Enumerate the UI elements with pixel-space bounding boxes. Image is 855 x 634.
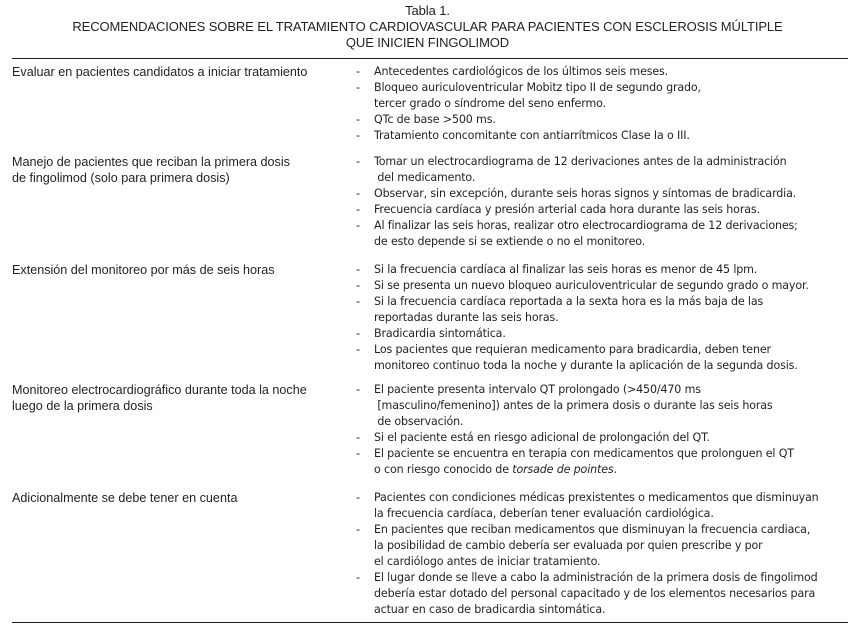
- item-line: reportadas durante las seis horas.: [374, 311, 559, 324]
- bullet-dash: -: [356, 491, 360, 504]
- list-item: [354, 80, 849, 112]
- table-bottom-rule: [12, 622, 848, 623]
- item-line: Tomar un electrocardiograma de 12 derivaciones antes de la administración: [374, 155, 787, 168]
- list-item: [354, 202, 849, 218]
- item-line: QTc de base >500 ms.: [374, 113, 496, 126]
- row-label: [12, 154, 342, 186]
- recommendation-list: [354, 64, 849, 144]
- row-label-line: Manejo de pacientes que reciban la primera dosis: [12, 155, 290, 169]
- list-item: [354, 186, 849, 202]
- list-item: [354, 490, 849, 522]
- item-line: Los pacientes que requieran medicamento para bradicardia, deben tener: [374, 343, 771, 356]
- bullet-dash: -: [356, 279, 360, 292]
- list-item: [354, 128, 849, 144]
- bullet-dash: -: [356, 295, 360, 308]
- bullet-dash: -: [356, 343, 360, 356]
- list-item: [354, 154, 849, 186]
- item-line: Pacientes con condiciones médicas prexistentes o medicamentos que disminuyan: [374, 491, 819, 504]
- bullet-dash: -: [356, 65, 360, 78]
- item-line-text: o con riesgo conocido de: [374, 463, 513, 476]
- bullet-dash: -: [356, 431, 360, 444]
- list-item: [354, 262, 849, 278]
- list-item: [354, 326, 849, 342]
- table-caption: [0, 3, 855, 51]
- recommendation-list: [354, 154, 849, 250]
- table-title-line-1: RECOMENDACIONES SOBRE EL TRATAMIENTO CARDIOVASCULAR PARA PACIENTES CON ESCLEROSIS MÚLTIPLE: [72, 19, 783, 34]
- list-item: [354, 522, 849, 570]
- list-item: [354, 342, 849, 374]
- bullet-dash: -: [356, 327, 360, 340]
- item-line: Tratamiento concomitante con antiarrítmicos Clase Ia o III.: [374, 129, 690, 142]
- item-line: Bloqueo auriculoventricular Mobitz tipo II de segundo grado,: [374, 81, 701, 94]
- bullet-dash: -: [356, 81, 360, 94]
- item-line: de observación.: [374, 415, 464, 428]
- row-label-line: Adicionalmente se debe tener en cuenta: [12, 491, 238, 505]
- item-line: Frecuencia cardíaca y presión arterial cada hora durante las seis horas.: [374, 203, 760, 216]
- item-line: El lugar donde se lleve a cabo la administración de la primera dosis de fingolimod: [374, 571, 818, 584]
- list-item: [354, 218, 849, 250]
- recommendation-list: [354, 262, 849, 374]
- row-label: [12, 490, 342, 506]
- bullet-dash: -: [356, 155, 360, 168]
- row-label: [12, 382, 342, 414]
- item-line: de esto depende si se extiende o no el monitoreo.: [374, 235, 646, 248]
- item-line: Si se presenta un nuevo bloqueo auriculoventricular de segundo grado o mayor.: [374, 279, 809, 292]
- bullet-dash: -: [356, 523, 360, 536]
- item-line: Observar, sin excepción, durante seis horas signos y síntomas de bradicardia.: [374, 187, 797, 200]
- item-line: El paciente se encuentra en terapia con medicamentos que prolonguen el QT: [374, 447, 794, 460]
- bullet-dash: -: [356, 263, 360, 276]
- list-item: [354, 294, 849, 326]
- recommendation-list: [354, 490, 849, 618]
- item-line: Al finalizar las seis horas, realizar otro electrocardiograma de 12 derivaciones;: [374, 219, 798, 232]
- row-label-line: Evaluar en pacientes candidatos a iniciar tratamiento: [12, 65, 308, 79]
- list-item: [354, 446, 849, 478]
- item-line: tercer grado o síndrome del seno enfermo.: [374, 97, 606, 110]
- row-label-line: Extensión del monitoreo por más de seis horas: [12, 263, 275, 277]
- row-label: [12, 262, 342, 278]
- table-number: Tabla 1.: [405, 3, 450, 18]
- bullet-dash: -: [356, 383, 360, 396]
- row-label-line: de fingolimod (solo para primera dosis): [12, 171, 230, 185]
- row-label-line: luego de la primera dosis: [12, 399, 153, 413]
- item-line: El paciente presenta intervalo QT prolongado (>450/470 ms: [374, 383, 701, 396]
- list-item: [354, 430, 849, 446]
- row-label-line: Monitoreo electrocardiográfico durante toda la noche: [12, 383, 307, 397]
- bullet-dash: -: [356, 187, 360, 200]
- bullet-dash: -: [356, 203, 360, 216]
- item-line: Si el paciente está en riesgo adicional de prolongación del QT.: [374, 431, 710, 444]
- item-line: [masculino/femenino]) antes de la primera dosis o durante las seis horas: [374, 399, 773, 412]
- list-item: [354, 278, 849, 294]
- item-line: del medicamento.: [374, 171, 476, 184]
- item-line: la posibilidad de cambio debería ser evaluada por quien prescribe y por: [374, 539, 763, 552]
- bullet-dash: -: [356, 113, 360, 126]
- table-title-line-2: QUE INICIEN FINGOLIMOD: [345, 35, 510, 50]
- list-item: [354, 112, 849, 128]
- list-item: [354, 382, 849, 430]
- list-item: [354, 64, 849, 80]
- bullet-dash: -: [356, 219, 360, 232]
- bullet-dash: -: [356, 571, 360, 584]
- item-line: Bradicardia sintomática.: [374, 327, 506, 340]
- italic-term: torsade de pointes: [512, 463, 614, 476]
- item-line: monitoreo continuo toda la noche y durante la aplicación de la segunda dosis.: [374, 359, 798, 372]
- item-line: la frecuencia cardíaca, deberían tener evaluación cardiológica.: [374, 507, 714, 520]
- bullet-dash: -: [356, 447, 360, 460]
- item-line-text: .: [613, 463, 617, 476]
- item-line: [374, 462, 849, 478]
- item-line: Si la frecuencia cardíaca reportada a la sexta hora es la más baja de las: [374, 295, 764, 308]
- item-line: debería estar dotado del personal capacitado y de los elementos necesarios para: [374, 587, 816, 600]
- item-line: el cardiólogo antes de iniciar tratamiento.: [374, 555, 601, 568]
- item-line: Si la frecuencia cardíaca al finalizar las seis horas es menor de 45 lpm.: [374, 263, 758, 276]
- item-line: En pacientes que reciban medicamentos que disminuyan la frecuencia cardiaca,: [374, 523, 811, 536]
- bullet-dash: -: [356, 129, 360, 142]
- item-line: actuar en caso de bradicardia sintomática.: [374, 603, 606, 616]
- table-top-rule: [12, 58, 848, 59]
- item-line: Antecedentes cardiológicos de los últimos seis meses.: [374, 65, 669, 78]
- recommendation-list: [354, 382, 849, 478]
- list-item: [354, 570, 849, 618]
- row-label: [12, 64, 342, 80]
